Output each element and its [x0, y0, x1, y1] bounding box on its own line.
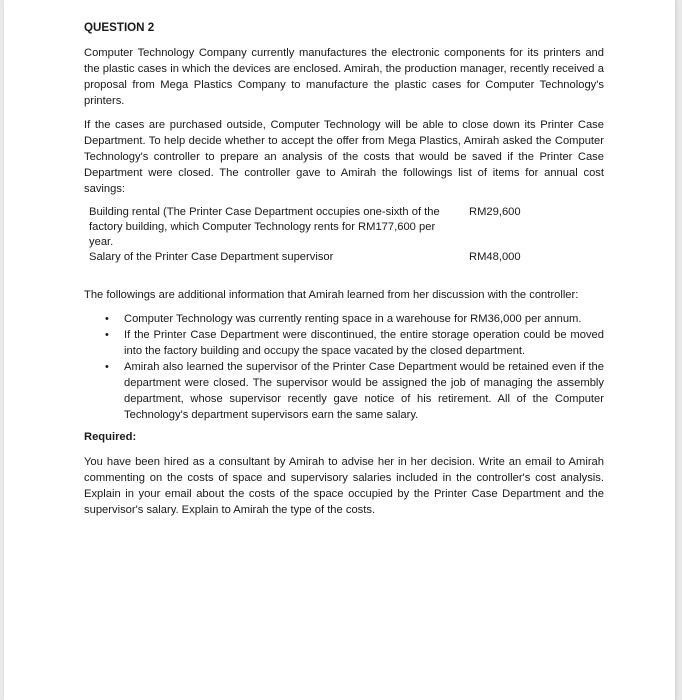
- cost-savings-table: [89, 205, 539, 265]
- list-item: [105, 311, 604, 327]
- cost-item-description: Building rental (The Printer Case Department occupies one-sixth of the factory building, which Computer Technology rents for RM177,600 per year.: [89, 206, 440, 248]
- list-item-text: Amirah also learned the supervisor of the Printer Case Department would be retained even if the department were closed. The supervisor would be assigned the job of managing the assembly department, whose supervisor recently gave notice of his retirement. All of the Computer Technology's department supervisors earn the same salary.: [124, 361, 604, 421]
- cost-item-amount: RM29,600: [469, 206, 521, 218]
- cost-item-description: Salary of the Printer Case Department supervisor: [89, 251, 334, 263]
- list-item: [105, 327, 604, 359]
- cost-item-row: [89, 205, 539, 250]
- bullet-icon: •: [105, 361, 109, 373]
- cost-item-amount: RM48,000: [469, 251, 521, 263]
- additional-info-intro: The followings are additional information that Amirah learned from her discussion with the controller:: [84, 289, 579, 301]
- document-content: [84, 20, 604, 526]
- question-heading: QUESTION 2: [84, 21, 155, 34]
- intro-paragraph: Computer Technology Company currently manufactures the electronic components for its printers and the plastic cases in which the devices are enclosed. Amirah, the production manager, recently received a proposal from Mega Plastics Company to manufacture the plastic cases for Computer Technology's printers.: [84, 47, 604, 107]
- bullet-icon: •: [105, 329, 109, 341]
- context-paragraph: If the cases are purchased outside, Computer Technology will be able to close down its Printer Case Department. To help decide whether to accept the offer from Mega Plastics, Amirah asked the Computer Technology's controller to prepare an analysis of the costs that would be saved if the Printer Case Department were closed. The controller gave to Amirah the followings list of items for annual cost savings:: [84, 119, 604, 195]
- required-text: You have been hired as a consultant by Amirah to advise her in her decision. Write an email to Amirah commenting on the costs of space and supervisory salaries included in the controller's cost analysis. Explain in your email about the costs of the space occupied by the Printer Case Department and the supervisor's salary. Explain to Amirah the type of the costs.: [84, 456, 604, 516]
- list-item-text: If the Printer Case Department were discontinued, the entire storage operation could be moved into the factory building and occupy the space vacated by the closed department.: [124, 329, 604, 357]
- document-page: [4, 0, 675, 700]
- additional-info-list: [84, 311, 604, 423]
- list-item: [105, 359, 604, 423]
- cost-item-row: [89, 250, 539, 265]
- list-item-text: Computer Technology was currently renting space in a warehouse for RM36,000 per annum.: [124, 313, 582, 325]
- bullet-icon: •: [105, 313, 109, 325]
- required-label: Required:: [84, 431, 137, 443]
